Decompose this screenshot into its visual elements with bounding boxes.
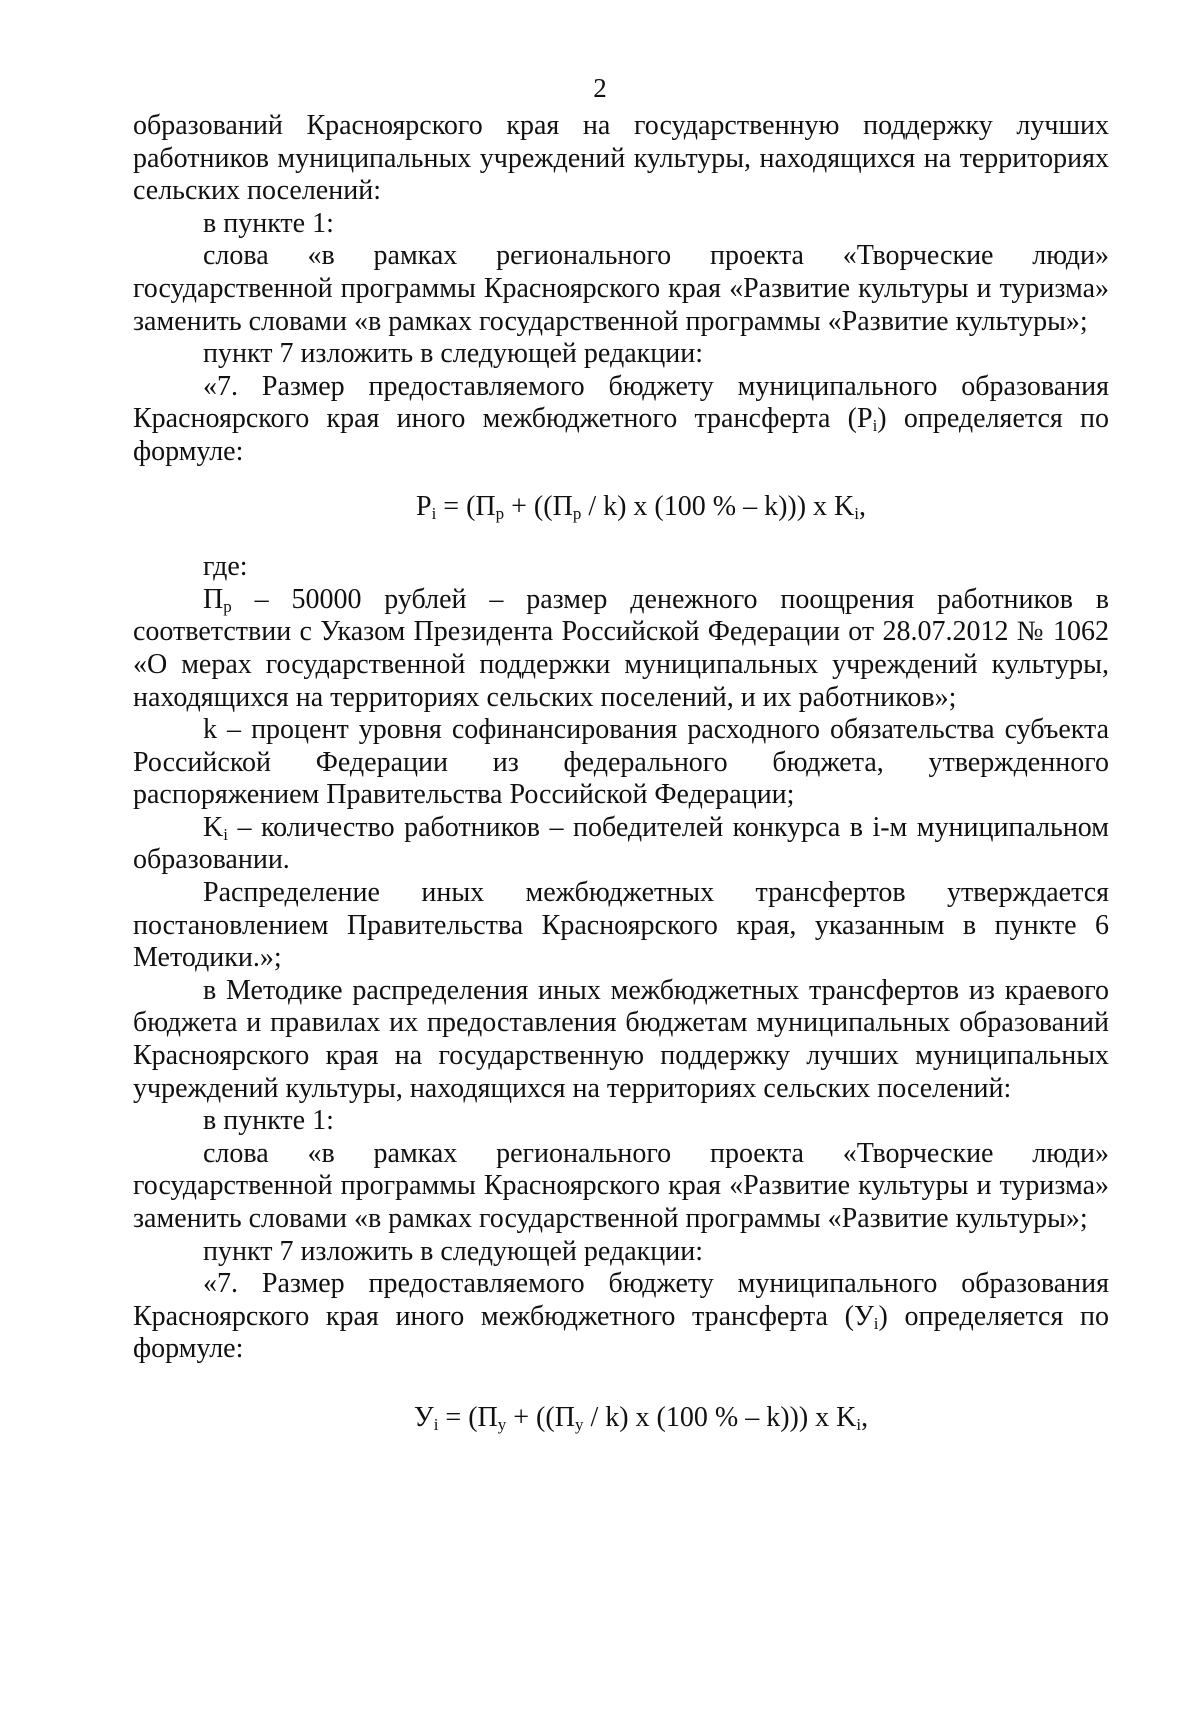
subscript: р: [572, 503, 582, 523]
text-fragment: – 50000 рублей – размер денежного поощрения работников в соответствии с Указом Президента Российской Федерации от 28.07.2012 № 1062 «О мерах государственной поддержки муниципальных учреждений культуры, находящихся на территориях сельских поселений, и их работников»;: [133, 583, 1109, 713]
paragraph-clause-7-heading-2: пункт 7 изложить в следующей редакции:: [203, 1235, 703, 1267]
formula-part: / k) x (100 % – k))) x K: [583, 1401, 857, 1433]
subscript: i: [854, 503, 859, 523]
text-fragment: ) определяется по формуле:: [133, 1300, 1109, 1365]
paragraph-words-replacement: слова «в рамках регионального проекта «Творческие люди» государственной программы Красноярского края «Развитие культуры и туризма» заменить словами «в рамках государственной программы «Развитие культуры»;: [133, 240, 1109, 337]
paragraph-clause-1-heading: в пункте 1:: [203, 207, 334, 239]
formula-part: У: [413, 1401, 434, 1433]
subscript: у: [574, 1414, 584, 1434]
paragraph-intro: образований Красноярского края на государственную поддержку лучших работников муниципальных учреждений культуры, находящихся на территориях сельских поселений:: [133, 110, 1109, 207]
subscript: i: [872, 416, 878, 436]
subscript: i: [856, 1414, 862, 1434]
document-body: [133, 110, 1109, 1463]
text-fragment: «7. Размер предоставляемого бюджету муниципального образования Красноярского края иного межбюджетного трансферта (P: [133, 370, 1109, 435]
paragraph-methodology: в Методике распределения иных межбюджетных трансфертов из краевого бюджета и правилах их предоставления бюджетам муниципальных образований Красноярского края на государственную поддержку лучших муниципальных учреждений культуры, находящихся на территориях сельских поселений:: [133, 974, 1109, 1104]
paragraph-definition-p: [133, 584, 1109, 714]
formula-u-i: [133, 1402, 1109, 1435]
subscript: у: [497, 1414, 507, 1434]
subscript: i: [433, 1414, 439, 1434]
formula-p-i: [133, 491, 1109, 524]
text-fragment: ) определяется по формуле:: [133, 403, 1109, 467]
formula-part: / k) x (100 % – k))) x K: [581, 490, 855, 522]
subscript: i: [873, 1313, 879, 1333]
page-number: 2: [593, 73, 607, 103]
symbol: K: [203, 811, 224, 843]
paragraph-clause-7-text: [133, 371, 1109, 469]
subscript: р: [495, 503, 505, 523]
formula-part: P: [415, 490, 432, 522]
subscript: i: [431, 503, 437, 523]
subscript: i: [223, 824, 228, 844]
subscript: р: [223, 596, 232, 616]
paragraph-clause-7-text-2: [133, 1268, 1109, 1366]
symbol: П: [203, 583, 224, 615]
formula-part: = (П: [438, 1401, 498, 1433]
paragraph-clause-1-heading-2: в пункте 1:: [203, 1105, 334, 1137]
formula-part: ,: [861, 1401, 869, 1433]
formula-part: + ((П: [504, 490, 573, 522]
text-fragment: «7. Размер предоставляемого бюджету муниципального образования Красноярского края иного межбюджетного трансферта (У: [133, 1268, 1109, 1332]
paragraph-distribution: Распределение иных межбюджетных трансфертов утверждается постановлением Правительства Красноярского края, указанным в пункте 6 Методики.»;: [133, 877, 1109, 974]
paragraph-where: где:: [203, 551, 248, 583]
paragraph-clause-7-heading: пункт 7 изложить в следующей редакции:: [203, 338, 703, 370]
paragraph-definition-ki: [133, 812, 1109, 877]
formula-part: = (П: [436, 490, 496, 522]
text-fragment: – количество работников – победителей конкурса в i-м муниципальном образовании.: [133, 811, 1109, 876]
paragraph-definition-k: k – процент уровня софинансирования расходного обязательства субъекта Российской Федерации из федерального бюджета, утвержденного распоряжением Правительства Российской Федерации;: [133, 714, 1109, 811]
formula-part: + ((П: [506, 1401, 575, 1433]
formula-part: ,: [859, 490, 866, 522]
paragraph-words-replacement-2: слова «в рамках регионального проекта «Творческие люди» государственной программы Красноярского края «Развитие культуры и туризма» заменить словами «в рамках государственной программы «Развитие культуры»;: [133, 1137, 1109, 1234]
